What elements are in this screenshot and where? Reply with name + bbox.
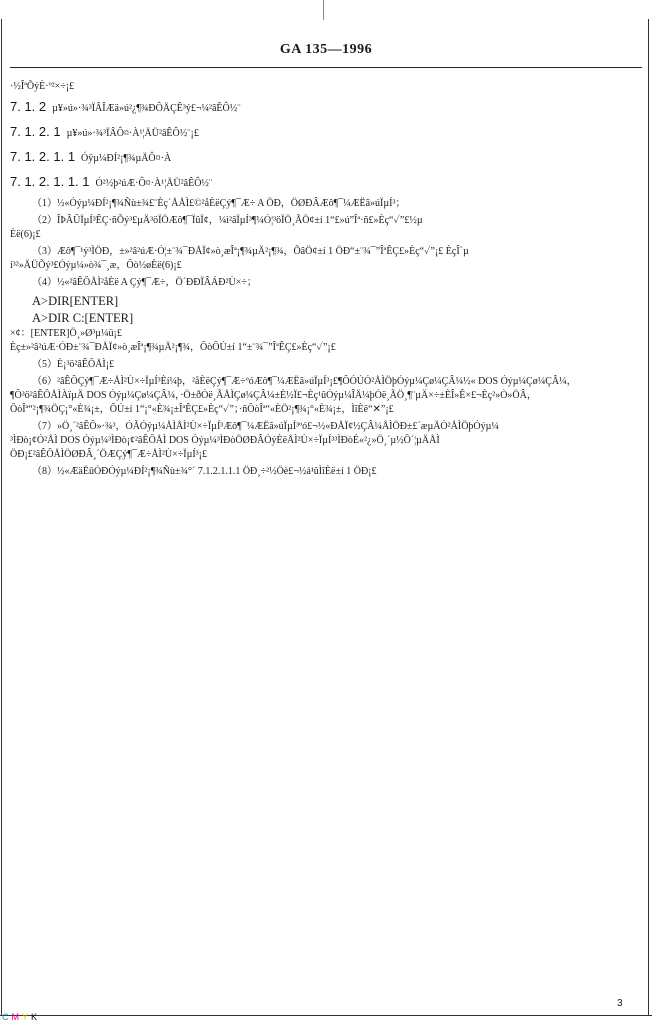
section-title: µ¥»ú»·¾³ÏÂÎÆä»ú²¿¶¾ÐÔÄÇÊ³ý£¬¼²âÊÔ½¨ xyxy=(52,103,241,114)
section-heading xyxy=(10,96,638,119)
footer-rule xyxy=(0,1015,652,1016)
section-number: 7. 1. 2. 1 xyxy=(10,124,61,139)
section-heading xyxy=(10,171,638,194)
section-title: Ó²½þ²úÆ·Ô¤·À¹¦ÄÜ²âÊÔ½¨ xyxy=(95,178,213,189)
paragraph xyxy=(10,245,638,273)
section-heading xyxy=(10,146,638,169)
paragraph-line: （4）½«²âÊÔÅÌ²åÈë A Çý¶¯Æ÷，Ö´ÐÐÏÂÁÐ²Ù×÷； xyxy=(32,277,257,288)
paragraph-line: ÔòÎª“²¡¶¾ÖÇ¡°«È¾¡±，ÔÚ±í 1“¡°«È¾¡±ÎªÊÇ£»Èç“✓”；·ñÔòÎª“«ÈÖ²¡¶¾¡°«È¾¡±，ÌîÈë“✕”¡£ xyxy=(10,404,394,415)
paragraph-line: （1）½«Óýµ¼ÐÍ²¡¶¾Ñù±¾£¨Èç´ÅÅÌ£©²åÈëÇý¶¯Æ÷ A ÖÐ，ÖØÐÂÆô¶¯¼ÆËã»úÏµÍ³； xyxy=(32,198,406,209)
page-number: 3 xyxy=(617,998,623,1009)
paragraph xyxy=(10,358,638,372)
crop-mark xyxy=(323,0,324,20)
cmyk-registration xyxy=(2,1012,40,1022)
text-line: ×¢：[ENTER]Ö¸»Ø³µ¼ü¡£ xyxy=(10,328,122,339)
section-heading xyxy=(10,121,638,144)
cmyk-c: C xyxy=(2,1012,12,1022)
section-title: µ¥»ú»·¾³ÏÂÔ¤·À¹¦ÄÜ²âÊÔ½¨¡£ xyxy=(66,128,199,139)
paragraph-line: （5）È¡³ö²âÊÔÅÌ¡£ xyxy=(32,359,115,370)
command-line: A>DIR[ENTER] xyxy=(32,294,119,308)
page-header xyxy=(0,42,652,62)
document-body xyxy=(10,80,638,482)
standard-number: GA 135—1996 xyxy=(279,42,373,57)
paragraph-line: Èë(6)¡£ xyxy=(10,229,41,240)
paragraph-line: （3）Æô¶¯¹ý³ÌÖÐ，±»²â²úÆ·Ó¦±¨¾¯ÐÅÏ¢»ò¸æÎª¡¶¾µÄ²¡¶¾，ÕâÖ¢±í 1 ÖÐ“±¨¾¯”ÎªÊÇ£»Èç“✓”¡£ ÈçÎ´µ xyxy=(32,246,469,257)
cmyk-m: M xyxy=(11,1012,22,1022)
paragraph-line: ÖÐ¡£²âÊÔÅÌÖØÐÂ¸´ÖÆÇý¶¯Æ÷ÅÌ²Ù×÷ÏµÍ³¡£ xyxy=(10,449,207,460)
section-title: Óÿµ¼ÐÍ²¡¶¾µÄÔ¤·À xyxy=(81,153,172,164)
cmyk-k: K xyxy=(31,1012,41,1022)
text-line: ·½ÎªÕýÈ·º²×÷¡£ xyxy=(10,81,75,92)
paragraph-line: （2）ÎÞÂÛÏµÍ³ÊÇ·ñÕý³£µÄ³öÏÖÆô¶¯ÏûÏ¢，¼ì²âÏµÍ³¶¼Ó¦³öÏÖ¸ÃÖ¢±í 1“£»ú”Îª·ñ£»Èç“✓”£½µ xyxy=(32,215,423,226)
header-rule xyxy=(10,67,642,68)
cmyk-y: Y xyxy=(22,1012,32,1022)
paragraph-line: （6）²âÊÔÇý¶¯Æ÷ÅÌ²Ù×÷ÏµÍ³Èí¼þ，²åÈëÇý¶¯Æ÷ºóÆô¶¯¼ÆËã»úÏµÍ³¡£¶ÔÓÚÓ²ÅÌÖþÓýµ¼Çø¼ÇÂ¼½« DOS Óýµ¼Çø¼ÇÂ¼， xyxy=(32,376,577,387)
section-number: 7. 1. 2. 1. 1. 1 xyxy=(10,174,90,189)
text-line: Èç±»²â²úÆ·ÓÐ±¨¾¯ÐÅÏ¢»ò¸æÎª¡¶¾µÄ²¡¶¾，ÔòÔÚ±í 1“±¨¾¯”ÎªÊÇ£»Èç“✓”¡£ xyxy=(10,342,336,353)
section-number: 7. 1. 2. 1. 1 xyxy=(10,149,76,164)
paragraph xyxy=(10,276,638,290)
paragraph xyxy=(10,465,638,479)
paragraph xyxy=(10,214,638,242)
paragraph xyxy=(10,375,638,417)
section-number: 7. 1. 2 xyxy=(10,99,47,114)
paragraph-line: （7）»Ö¸´²âÊÔ»·¾³，ÓÃÓýµ¼ÅÌÅÌ²Ù×÷ÏµÍ³Æô¶¯¼ÆËã»úÏµÍ³ºó£¬½«ÐÅÏ¢½ÇÂ¼ÅÌÖÐ±£´æµÄÓ²ÅÌÖþÓýµ¼ xyxy=(32,421,499,432)
paragraph-line: ¶Ô³ö²âÊÔÅÌÀïµÄ DOS Óýµ¼Çø¼ÇÂ¼，·Ö±ðÓë¸ÃÅÌÇø¼ÇÂ¼±È½Ï£¬Èç¹ûÓýµ¼ÎÄ¼þÓë¸ÃÖ¸¶¨µÄ×÷±ÈÎ»Ê×£¬Èç²»Ò»ÖÂ， xyxy=(10,390,537,401)
paragraph-line: í³²»ÄÜÕý³£Óýµ¼»ò¾¯¸æ，Ôò½øÈë(6)¡£ xyxy=(10,260,182,271)
paragraph xyxy=(10,197,638,211)
paragraph-line: ³ÌÐò¡¢Ó²ÅÌ DOS Óýµ¼³ÌÐò¡¢²âÊÔÅÌ DOS Óýµ¼³ÌÐòÖØÐÂÓýÈëÅÌ²Ù×÷ÏµÍ³³ÌÐòÉ«²¿»Ö¸´µ½Ô´¦µÄÅÌ xyxy=(10,435,440,446)
paragraph-line: （8）½«ÆäËûÓÐÓýµ¼ÐÍ²¡¶¾Ñù±¾°´ 7.1.2.1.1.1 ÖÐ¸÷²½Öè£¬½á¹ûÌîÈë±í 1 ÖÐ¡£ xyxy=(32,466,377,477)
paragraph xyxy=(10,420,638,462)
command-line: A>DIR C:[ENTER] xyxy=(32,311,134,325)
